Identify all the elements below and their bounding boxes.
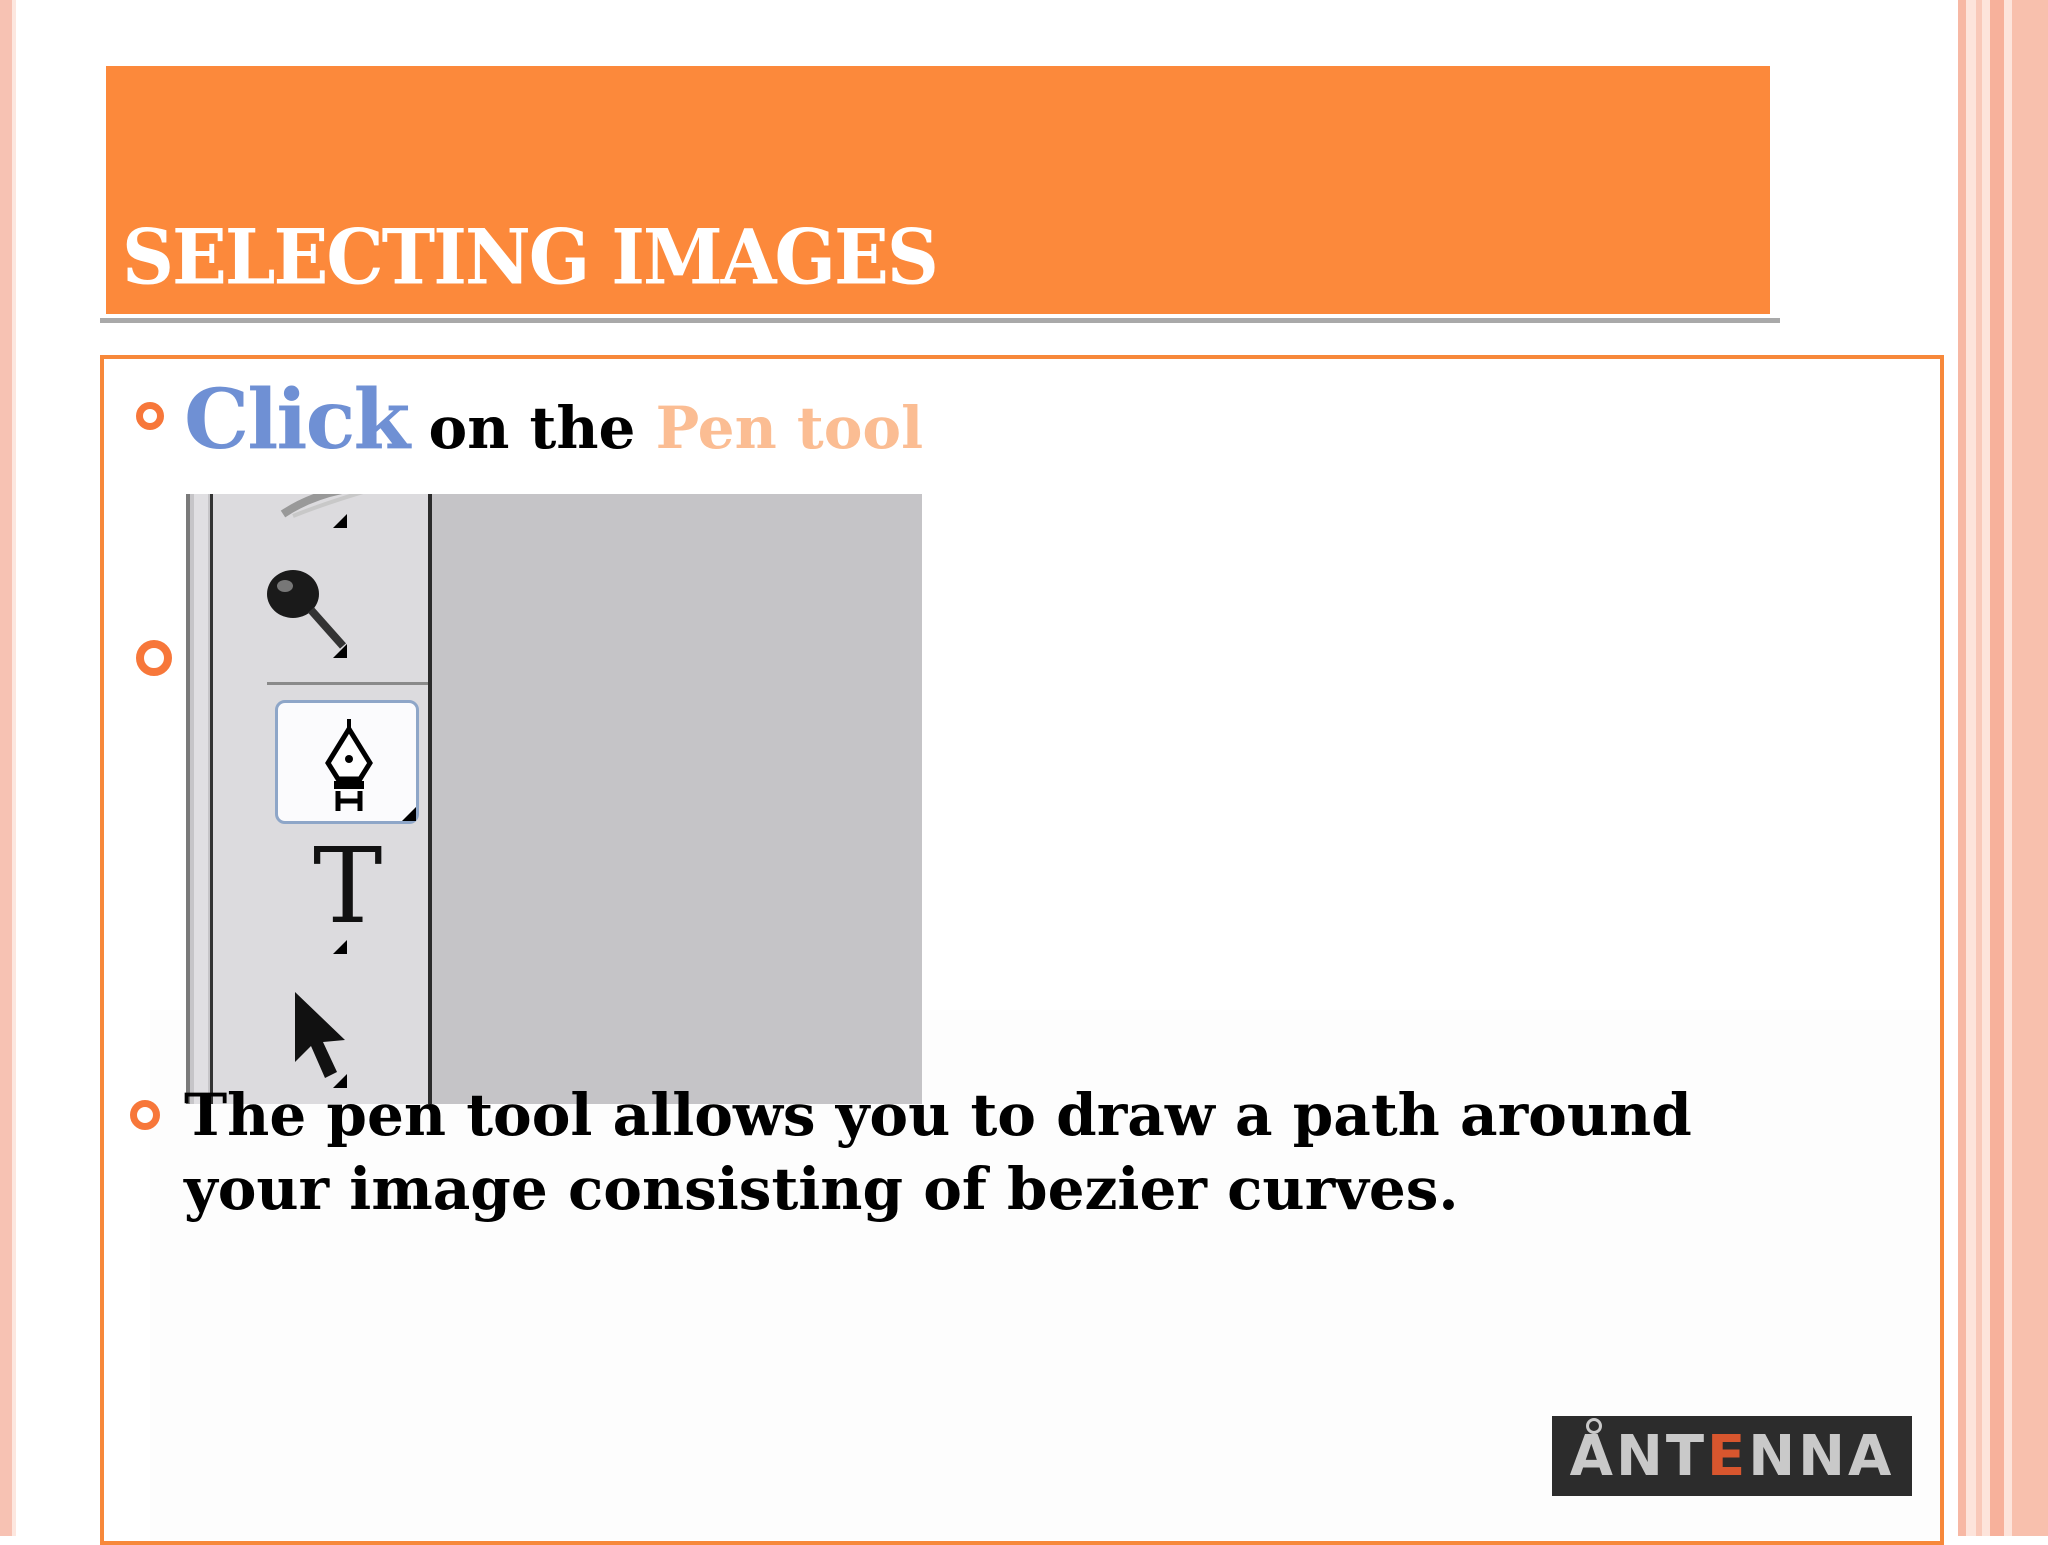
canvas-gray-area [432, 494, 922, 1104]
path-selection-icon[interactable] [289, 988, 359, 1088]
title-underline [100, 318, 1780, 323]
brush-icon[interactable] [273, 494, 383, 524]
slide-title: SELECTING IMAGES [122, 212, 937, 302]
click-word: Click [184, 372, 409, 468]
left-decorative-stripe [0, 0, 12, 1536]
bullet-1-text [184, 372, 923, 468]
pen-tool-words: Pen tool [655, 394, 924, 462]
toolbox-screenshot [186, 494, 922, 1104]
left-decorative-stripe-inner [12, 0, 16, 1536]
toolbox-separator [267, 682, 431, 685]
bullet-marker-2 [136, 640, 172, 676]
pen-tool-icon [314, 715, 384, 815]
bullet-marker-3 [130, 1100, 160, 1130]
bullet-3-text: The pen tool allows you to draw a path around your image consisting of bezier curves. [184, 1081, 1692, 1223]
on-the-words: on the [408, 394, 656, 462]
type-tool-icon[interactable]: T [313, 825, 383, 947]
bullet-marker-1 [136, 402, 164, 430]
right-decorative-stripes [1958, 0, 2048, 1536]
pen-tool-button[interactable] [275, 700, 419, 824]
logo-text: ANTENNA [1569, 1423, 1895, 1489]
antenna-logo [1552, 1416, 1912, 1496]
